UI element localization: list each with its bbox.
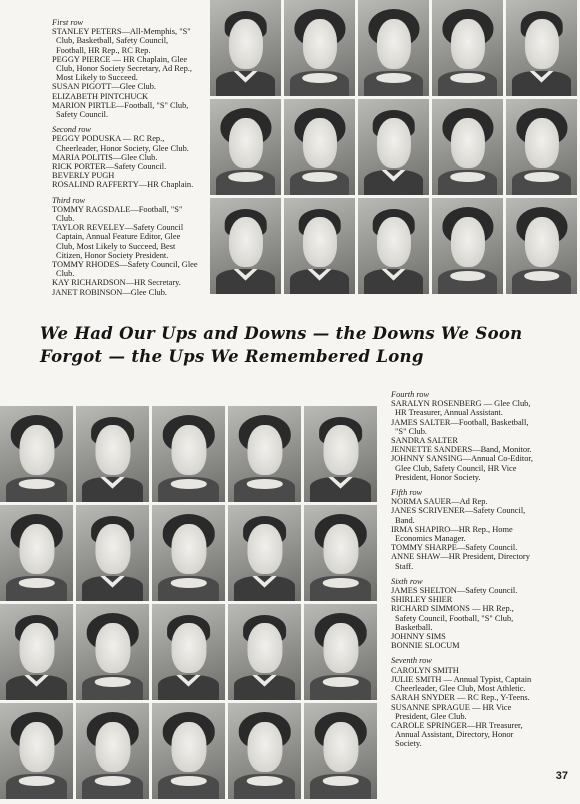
student-entry: SUSANNE SPRAGUE — HR Vice President, Glee Club. xyxy=(391,702,512,721)
top-photo-grid xyxy=(210,0,577,294)
student-portrait xyxy=(432,99,503,195)
student-portrait xyxy=(76,703,149,799)
row-heading: First row xyxy=(52,18,84,27)
student-entry: PEGGY PODUSKA — RC Rep., Cheerleader, Honor Society, Glee Club. xyxy=(52,134,189,153)
student-portrait xyxy=(228,406,301,502)
student-portrait xyxy=(152,703,225,799)
student-portrait xyxy=(284,0,355,96)
row-heading: Fifth row xyxy=(391,488,423,498)
student-entry: BONNIE SLOCUM xyxy=(391,641,460,651)
page-number: 37 xyxy=(555,770,568,782)
student-portrait xyxy=(506,0,577,96)
student-entry: JAMES SHELTON—Safety Council. xyxy=(391,586,518,596)
student-entry: ROSALIND RAFFERTY—HR Chaplain. xyxy=(52,180,194,190)
student-portrait xyxy=(304,505,377,601)
student-portrait xyxy=(358,99,429,195)
student-portrait xyxy=(506,99,577,195)
student-entry: JANES SCRIVENER—Safety Council, Band. xyxy=(391,506,526,525)
student-portrait xyxy=(76,505,149,601)
student-entry: PEGGY PIERCE — HR Chaplain, Glee Club, Honor Society Secretary, Ad Rep., Most Likely to Succeed. xyxy=(52,54,192,83)
student-entry: SANDRA SALTER xyxy=(391,436,458,446)
student-entry: JOHNNY SANSING—Annual Co-Editor, Glee Club, Safety Council, HR Vice President, Honor Society. xyxy=(391,454,533,482)
student-entry: CAROLE SPRINGER—HR Treasurer, Annual Assistant, Directory, Honor Society. xyxy=(391,720,523,749)
student-entry: SHIRLEY SHIER xyxy=(391,595,453,605)
student-entry: IRMA SHAPIRO—HR Rep., Home Economics Manager. xyxy=(391,524,513,544)
student-portrait xyxy=(432,198,503,294)
student-portrait xyxy=(0,604,73,700)
student-entry: NORMA SAUER—Ad Rep. xyxy=(391,497,488,507)
student-portrait xyxy=(358,198,429,294)
student-portrait xyxy=(228,604,301,700)
page-headline: We Had Our Ups and Downs — the Downs We Soon Forgot — the Ups We Remembered Long xyxy=(40,324,523,366)
row-heading: Fourth row xyxy=(391,390,430,399)
student-portrait xyxy=(284,198,355,294)
student-entry: TOMMY RHODES—Safety Council, Glee Club. xyxy=(52,260,198,279)
student-portrait xyxy=(228,505,301,601)
student-portrait xyxy=(228,703,301,799)
student-entry: TOMMY RAGSDALE—Football, "S" Club. xyxy=(52,204,183,224)
student-portrait xyxy=(0,406,73,502)
bottom-photo-grid xyxy=(0,406,377,799)
student-portrait xyxy=(304,703,377,799)
student-entry: TOMMY SHARPE—Safety Council. xyxy=(391,543,518,553)
student-entry: RICK PORTER—Safety Council. xyxy=(52,162,167,172)
student-entry: ANNE SHAW—HR President, Directory Staff. xyxy=(391,552,530,571)
student-portrait xyxy=(152,604,225,700)
student-entry: JOHNNY SIMS xyxy=(391,632,446,642)
student-portrait xyxy=(304,406,377,502)
student-portrait xyxy=(152,505,225,601)
row-heading: Sixth row xyxy=(391,576,423,586)
student-portrait xyxy=(432,0,503,96)
row-heading: Second row xyxy=(52,125,91,135)
student-entry: JAMES SALTER—Football, Basketball, "S" Club. xyxy=(391,417,529,436)
student-portrait xyxy=(76,604,149,700)
student-portrait xyxy=(76,406,149,502)
left-caption-column xyxy=(52,18,200,297)
student-portrait xyxy=(304,604,377,700)
student-entry: TAYLOR REVELEY—Safety Council Captain, Annual Feature Editor, Glee Club, Most Likely to Succeed, Best Citizen, Honor Society President. xyxy=(52,223,184,260)
student-entry: CAROLYN SMITH xyxy=(391,665,459,675)
student-entry: MARIA POLITIS—Glee Club. xyxy=(52,152,158,162)
student-entry: KAY RICHARDSON—HR Secretary. xyxy=(52,278,181,288)
student-entry: STANLEY PETERS—All-Memphis, "S" Club, Basketball, Safety Council, Football, HR Rep., RC Rep. xyxy=(52,27,191,55)
student-portrait xyxy=(210,198,281,294)
student-entry: SUSAN PIGOTT—Glee Club. xyxy=(52,82,156,92)
student-portrait xyxy=(358,0,429,96)
row-heading: Third row xyxy=(52,195,86,205)
student-portrait xyxy=(506,198,577,294)
student-entry: BEVERLY PUGH xyxy=(52,171,115,181)
student-portrait xyxy=(0,505,73,601)
student-entry: JENNETTE SANDERS—Band, Monitor. xyxy=(391,445,532,455)
student-portrait xyxy=(284,99,355,195)
student-portrait xyxy=(210,99,281,195)
right-caption-column xyxy=(391,390,535,749)
row-heading: Seventh row xyxy=(391,656,432,666)
student-portrait xyxy=(152,406,225,502)
student-entry: JULIE SMITH — Annual Typist, Captain Cheerleader, Glee Club, Most Athletic. xyxy=(391,674,532,694)
student-entry: JANET ROBINSON—Glee Club. xyxy=(52,287,168,297)
student-portrait xyxy=(210,0,281,96)
student-entry: ELIZABETH PINTCHUCK xyxy=(52,91,149,101)
student-entry: SARAH SNYDER — RC Rep., Y-Teens. xyxy=(391,693,530,703)
student-entry: RICHARD SIMMONS — HR Rep., Safety Council, Football, "S" Club, Basketball. xyxy=(391,604,514,632)
student-entry: MARION PIRTLE—Football, "S" Club, Safety Council. xyxy=(52,100,189,120)
student-portrait xyxy=(0,703,73,799)
student-entry: SARALYN ROSENBERG — Glee Club, HR Treasurer, Annual Assistant. xyxy=(391,399,531,418)
